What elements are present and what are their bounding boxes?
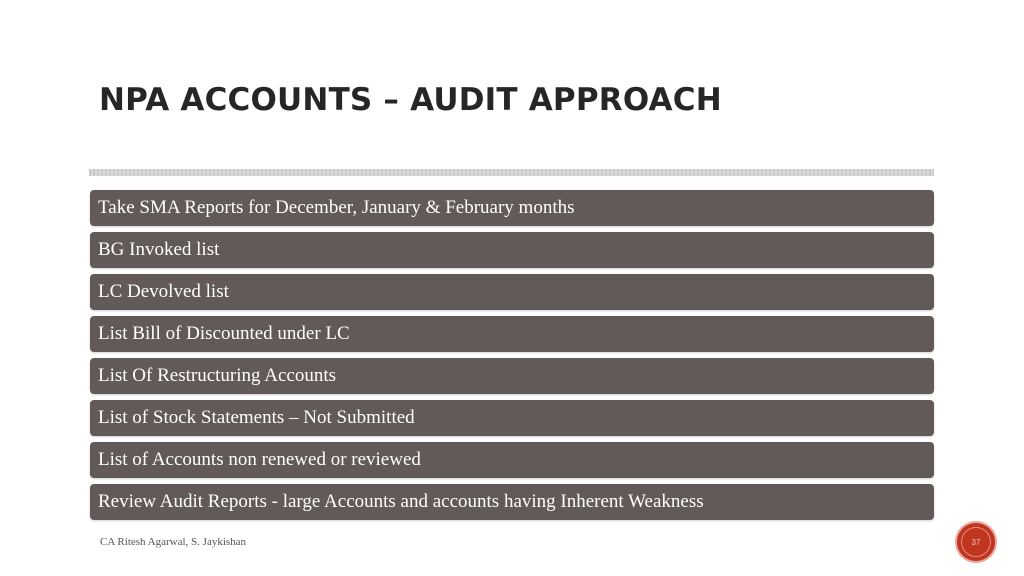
list-item: List Bill of Discounted under LC [90, 316, 934, 352]
list-item: Review Audit Reports - large Accounts and accounts having Inherent Weakness [90, 484, 934, 520]
page-number: 37 [961, 527, 991, 557]
approach-list [90, 190, 934, 526]
list-item: List of Accounts non renewed or reviewed [90, 442, 934, 478]
list-item: BG Invoked list [90, 232, 934, 268]
list-item: List of Stock Statements – Not Submitted [90, 400, 934, 436]
title-divider [89, 169, 934, 176]
page-number-badge [957, 523, 995, 561]
list-item: Take SMA Reports for December, January & February months [90, 190, 934, 226]
list-item: LC Devolved list [90, 274, 934, 310]
footer-author: CA Ritesh Agarwal, S. Jaykishan [100, 536, 247, 548]
slide-title: NPA ACCOUNTS – AUDIT APPROACH [99, 82, 722, 118]
list-item: List Of Restructuring Accounts [90, 358, 934, 394]
